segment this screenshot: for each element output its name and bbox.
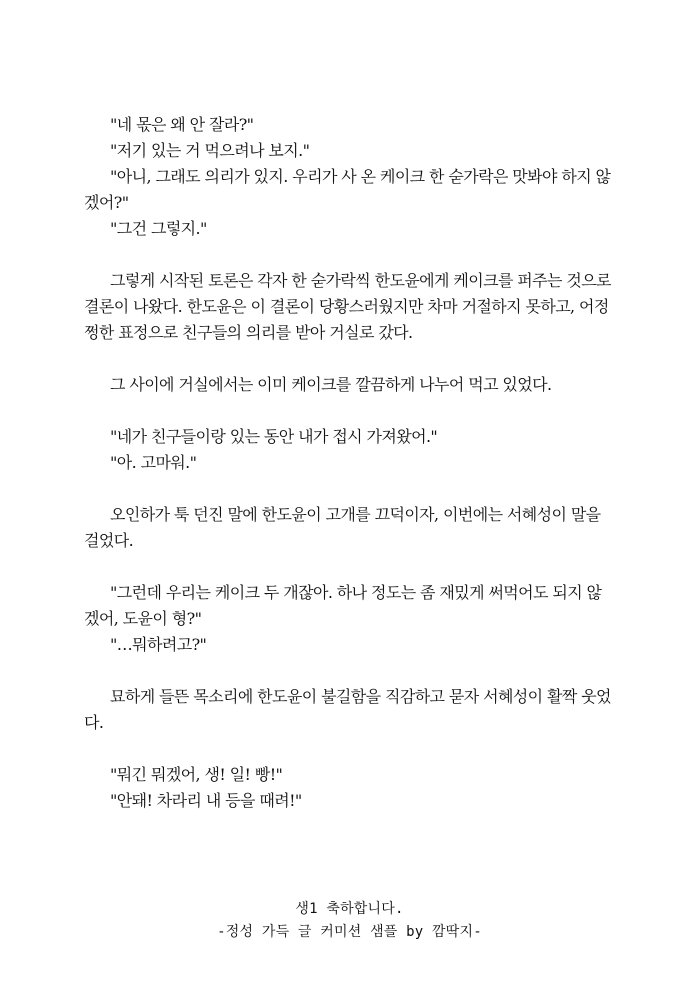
footer-greeting: 생1 축하합니다. — [295, 901, 404, 917]
narration-paragraph: 묘하게 들뜬 목소리에 한도윤이 불길함을 직감하고 묻자 서혜성이 활짝 웃었다. — [84, 687, 611, 732]
footer-credit: -정성 가득 글 커미션 샘플 by 깜딱지- — [217, 924, 482, 940]
paragraph-gap — [84, 242, 614, 268]
dialogue-line: "저기 있는 거 먹으려나 보지." — [110, 141, 310, 160]
dialogue-line: "안돼! 차라리 내 등을 때려!" — [110, 791, 302, 810]
dialogue-line: "아. 고마워." — [110, 453, 197, 472]
paragraph-gap — [84, 476, 614, 502]
dialogue-line: "아니, 그래도 의리가 있지. 우리가 사 온 케이크 한 숟가락은 맛봐야 하지 않겠어?" — [84, 167, 611, 212]
paragraph-gap — [84, 658, 614, 684]
dialogue-line: "네가 친구들이랑 있는 동안 내가 접시 가져왔어." — [110, 427, 438, 446]
narration-paragraph: 오인하가 툭 던진 말에 한도윤이 고개를 끄덕이자, 이번에는 서혜성이 말을 걸었다. — [84, 505, 601, 550]
dialogue-line: "…뭐하려고?" — [110, 635, 207, 654]
paragraph-gap — [84, 554, 614, 580]
paragraph-gap — [84, 736, 614, 762]
dialogue-line: "네 몫은 왜 안 잘라?" — [110, 115, 254, 134]
dialogue-line: "그건 그렇지." — [110, 219, 207, 238]
dialogue-line: "뭐긴 뭐겠어, 생! 일! 빵!" — [110, 765, 283, 784]
story-text — [84, 112, 614, 814]
narration-paragraph: 그렇게 시작된 토론은 각자 한 숟가락씩 한도윤에게 케이크를 퍼주는 것으로 결론이 나왔다. 한도윤은 이 결론이 당황스러웠지만 차마 거절하지 못하고, 어정쩡한 표정으로 친구들의 의리를 받아 거실로 갔다. — [84, 271, 611, 342]
paragraph-gap — [84, 398, 614, 424]
paragraph-gap — [84, 346, 614, 372]
narration-paragraph: 그 사이에 거실에서는 이미 케이크를 깔끔하게 나누어 먹고 있었다. — [110, 375, 552, 394]
dialogue-line: "그런데 우리는 케이크 두 개잖아. 하나 정도는 좀 재밌게 써먹어도 되지 않겠어, 도윤이 형?" — [84, 583, 602, 628]
